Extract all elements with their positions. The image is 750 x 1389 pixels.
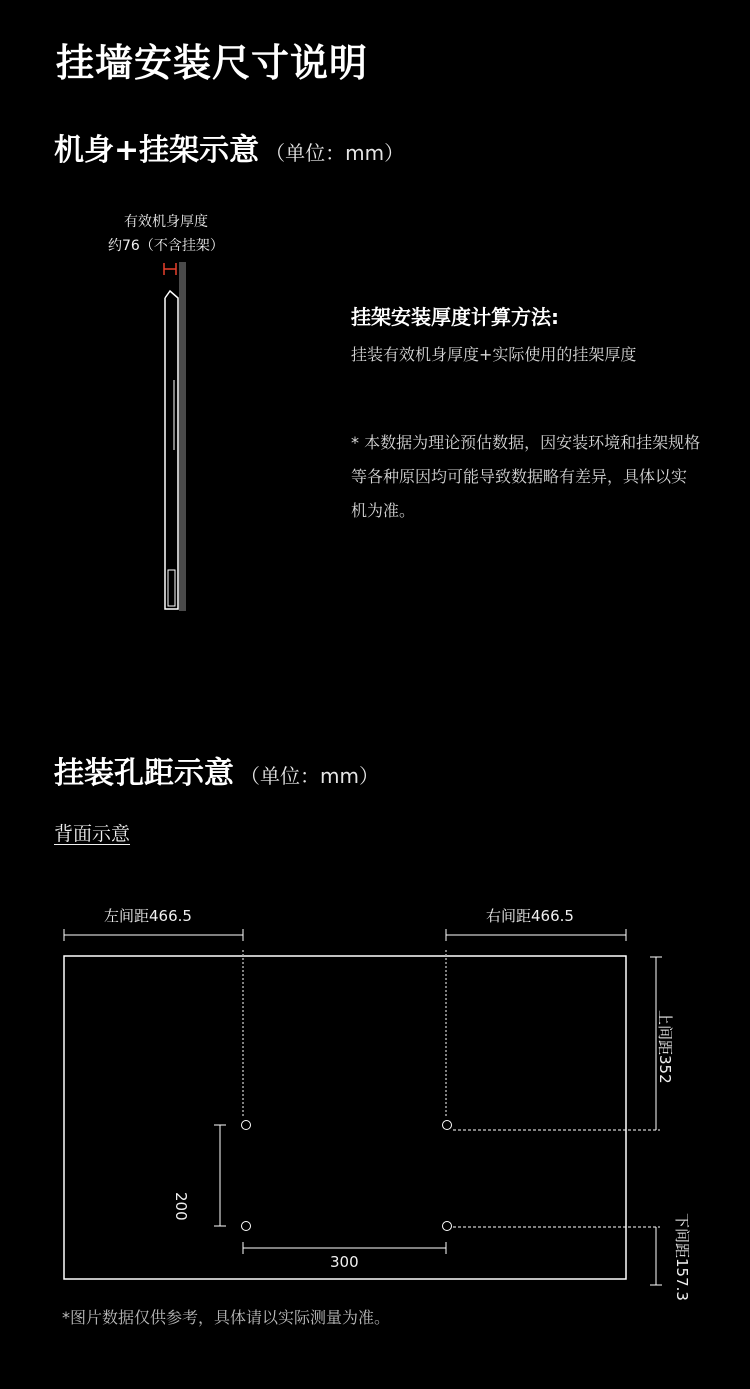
mount-hole-top-left xyxy=(242,1121,251,1130)
section-unit: （单位：mm） xyxy=(265,141,405,165)
thickness-marker xyxy=(164,263,176,275)
mount-hole-top-right xyxy=(443,1121,452,1130)
horizontal-spacing-label: 300 xyxy=(330,1253,359,1271)
tv-body-outline xyxy=(165,291,178,609)
disclaimer-note: * 本数据为理论预估数据，因安装环境和挂架规格等各种原因均可能导致数据略有差异，具体以实机为准。 xyxy=(351,433,701,520)
mount-hole-bottom-right xyxy=(443,1222,452,1231)
page-title: 挂墙安装尺寸说明 xyxy=(56,41,369,85)
section-title-hole-spacing xyxy=(54,748,379,792)
bottom-margin-label: 下间距157.3 xyxy=(673,1213,691,1301)
vertical-spacing-label: 200 xyxy=(172,1192,190,1221)
section-unit: （单位：mm） xyxy=(240,764,379,788)
tv-back-outline xyxy=(64,956,626,1279)
section-title-text: 机身+挂架示意 xyxy=(54,133,260,168)
top-margin-label: 上间距352 xyxy=(656,1010,674,1084)
section-title-text: 挂装孔距示意 xyxy=(54,756,234,791)
left-margin-label: 左间距466.5 xyxy=(104,907,192,925)
right-margin-label: 右间距466.5 xyxy=(486,907,574,925)
mount-hole-bottom-left xyxy=(242,1222,251,1231)
thickness-label-line1: 有效机身厚度 xyxy=(124,214,208,230)
method-title: 挂架安装厚度计算方法: xyxy=(351,305,559,329)
footnote: *图片数据仅供参考，具体请以实际测量为准。 xyxy=(62,1308,391,1327)
method-text: 挂装有效机身厚度+实际使用的挂架厚度 xyxy=(351,345,637,364)
thickness-label-line2: 约76（不含挂架） xyxy=(108,238,224,254)
back-view-label: 背面示意 xyxy=(54,823,131,845)
tv-side-view xyxy=(164,262,186,611)
tv-back-view xyxy=(64,929,662,1285)
tv-base-detail xyxy=(168,570,175,606)
wall-bracket xyxy=(179,262,186,611)
